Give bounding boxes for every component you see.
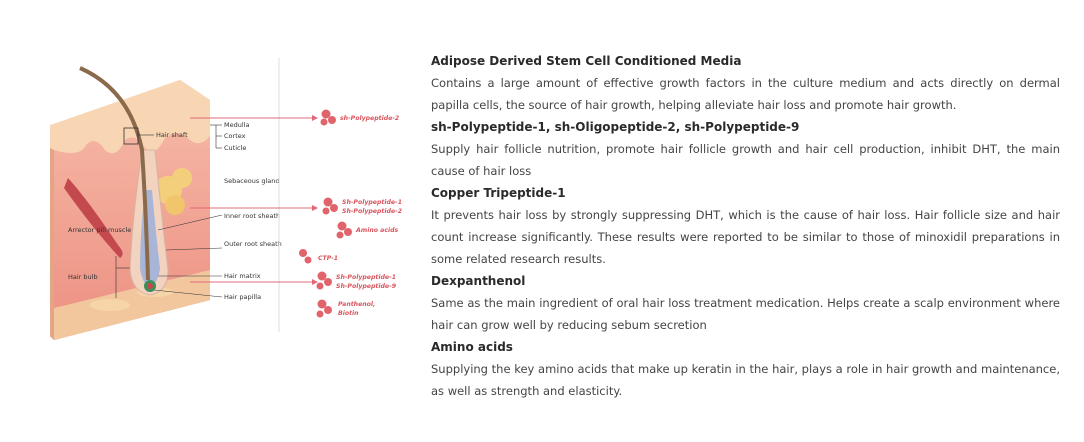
section-body: It prevents hair loss by strongly suppressing DHT, which is the cause of hair loss. Hair follicle size and hair count increase significantly. These results were reported to be similar to those of minoxidil preparations in some related research results. [431,208,1060,266]
label-hair-bulb: Hair bulb [68,273,98,281]
label-medulla: Medulla [224,121,250,129]
ingredient-ctp1: CTP-1 [318,255,339,262]
section-title: Dexpanthenol [431,274,526,288]
label-hair-shaft: Hair shaft [156,131,188,139]
section-body: Supplying the key amino acids that make up keratin in the hair, plays a role in hair growth and maintenance, as well as strength and elasticity. [431,362,1060,398]
section-title: Adipose Derived Stem Cell Conditioned Media [431,54,742,68]
ingredient-biotin: Biotin [338,310,359,317]
label-hair-matrix: Hair matrix [224,272,261,280]
ingredient-group1-line2: Sh-Polypeptide-2 [342,208,403,215]
label-cuticle: Cuticle [224,144,247,152]
ingredient-group1-line1: Sh-Polypeptide-1 [342,199,403,206]
section-body: Same as the main ingredient of oral hair loss treatment medication. Helps create a scalp environment where hair can grow well by reducing sebum secretion [431,296,1060,332]
ingredient-amino-acids: Amino acids [356,227,399,234]
ingredient-descriptions [431,50,1060,402]
hair-follicle-diagram [50,40,430,400]
label-hair-papilla: Hair papilla [224,293,262,301]
section-body: Contains a large amount of effective growth factors in the culture medium and acts directly on dermal papilla cells, the source of hair growth, helping alleviate hair loss and promote hair growth. [431,76,1060,112]
section-body: Supply hair follicle nutrition, promote hair follicle growth and hair cell production, inhibit DHT, the main cause of hair loss [431,142,1060,178]
ingredient-group2-line1: Sh-Polypeptide-1 [336,274,397,281]
label-sebaceous-gland: Sebaceous gland [224,177,280,185]
label-arrector-pili-muscle: Arrector pili muscle [68,226,132,234]
ingredient-sh-polypeptide-2: sh-Polypeptide-2 [340,115,400,122]
section-title: Copper Tripeptide-1 [431,186,566,200]
label-outer-root-sheath: Outer root sheath [224,240,282,248]
ingredient-panthenol: Panthenol, [338,301,376,308]
ingredient-group2-line2: Sh-Polypeptide-9 [336,283,397,290]
label-inner-root-sheath: Inner root sheath [224,212,281,220]
label-cortex: Cortex [224,132,246,140]
section-title: sh-Polypeptide-1, sh-Oligopeptide-2, sh-Polypeptide-9 [431,120,800,134]
section-title: Amino acids [431,340,513,354]
